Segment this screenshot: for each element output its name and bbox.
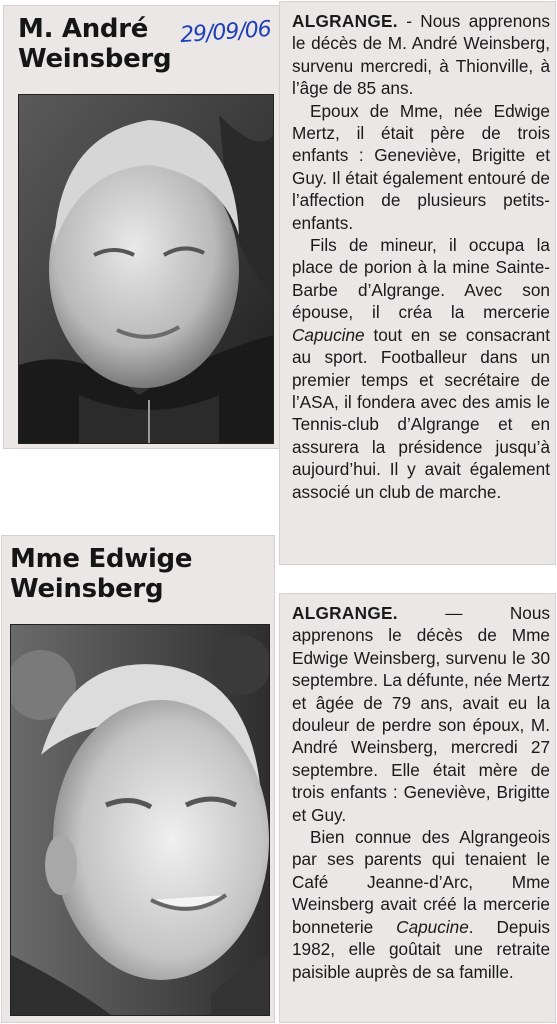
edwige-article-p2-b: . Depuis 1982, elle goûtait une retraite paisible auprès de sa famille. [292, 916, 550, 982]
andre-article-p3-italic: Capucine [292, 324, 365, 345]
andre-article-clipping [280, 2, 555, 564]
edwige-portrait-drawing [11, 625, 269, 1015]
andre-article-p1: - Nous apprenons le décès de M. André Weinsberg, survenu mercredi, à Thionville, à l’âge de 85 ans. [292, 11, 550, 99]
andre-portrait-photo [18, 94, 274, 444]
andre-headline [18, 14, 171, 74]
andre-article-p3-b: tout en se consacrant au sport. Footballeur dans un premier temps et secrétaire de l’ASA, il fondera avec des amis le Tennis-club d’Algrange et en assurera la présidence jusqu’à aujourd’hui. Il y avait également associé un club de marche. [292, 324, 550, 502]
andre-article-p3-a: Fils de mineur, il occupa la place de porion à la mine Sainte-Barbe d’Algrange. Avec son épouse, il créa la mercerie [292, 235, 550, 323]
edwige-article-text [292, 602, 550, 983]
edwige-portrait-photo [10, 624, 270, 1016]
edwige-photo-clipping [2, 536, 274, 1022]
andre-headline-line2: Weinsberg [18, 44, 172, 74]
andre-portrait-drawing [19, 95, 273, 443]
edwige-headline-line2: Weinsberg [10, 574, 164, 604]
edwige-article-p2-italic: Capucine [396, 916, 469, 937]
andre-headline-line1: M. André [18, 14, 149, 44]
edwige-article-clipping [280, 594, 555, 1022]
andre-article-p2: Epoux de Mme, née Edwige Mertz, il était père de trois enfants : Geneviève, Brigitte et Guy. Il était également entouré de l’affection de plusieurs petits-enfants. [292, 100, 550, 233]
edwige-headline [10, 544, 192, 604]
edwige-headline-line1: Mme Edwige [10, 544, 193, 574]
edwige-article-lead: ALGRANGE. [292, 603, 398, 623]
andre-article-text [292, 10, 550, 503]
edwige-article-p2-a: Bien connue des Algrangeois par ses parents qui tenaient le Café Jeanne-d’Arc, Mme Weinsberg avait créé la mercerie bonneterie [292, 827, 550, 937]
andre-article-lead: ALGRANGE. [292, 11, 398, 31]
edwige-article-p1: — Nous apprenons le décès de Mme Edwige Weinsberg, survenu le 30 septembre. La défunte, née Mertz et âgée de 79 ans, avait eu la douleur de perdre son époux, M. André Weinsberg, mercredi 27 septembre. Elle était mère de trois enfants : Geneviève, Brigitte et Guy. [292, 603, 550, 825]
handwritten-date: 29/09/06 [179, 16, 272, 49]
andre-photo-clipping [4, 6, 279, 448]
